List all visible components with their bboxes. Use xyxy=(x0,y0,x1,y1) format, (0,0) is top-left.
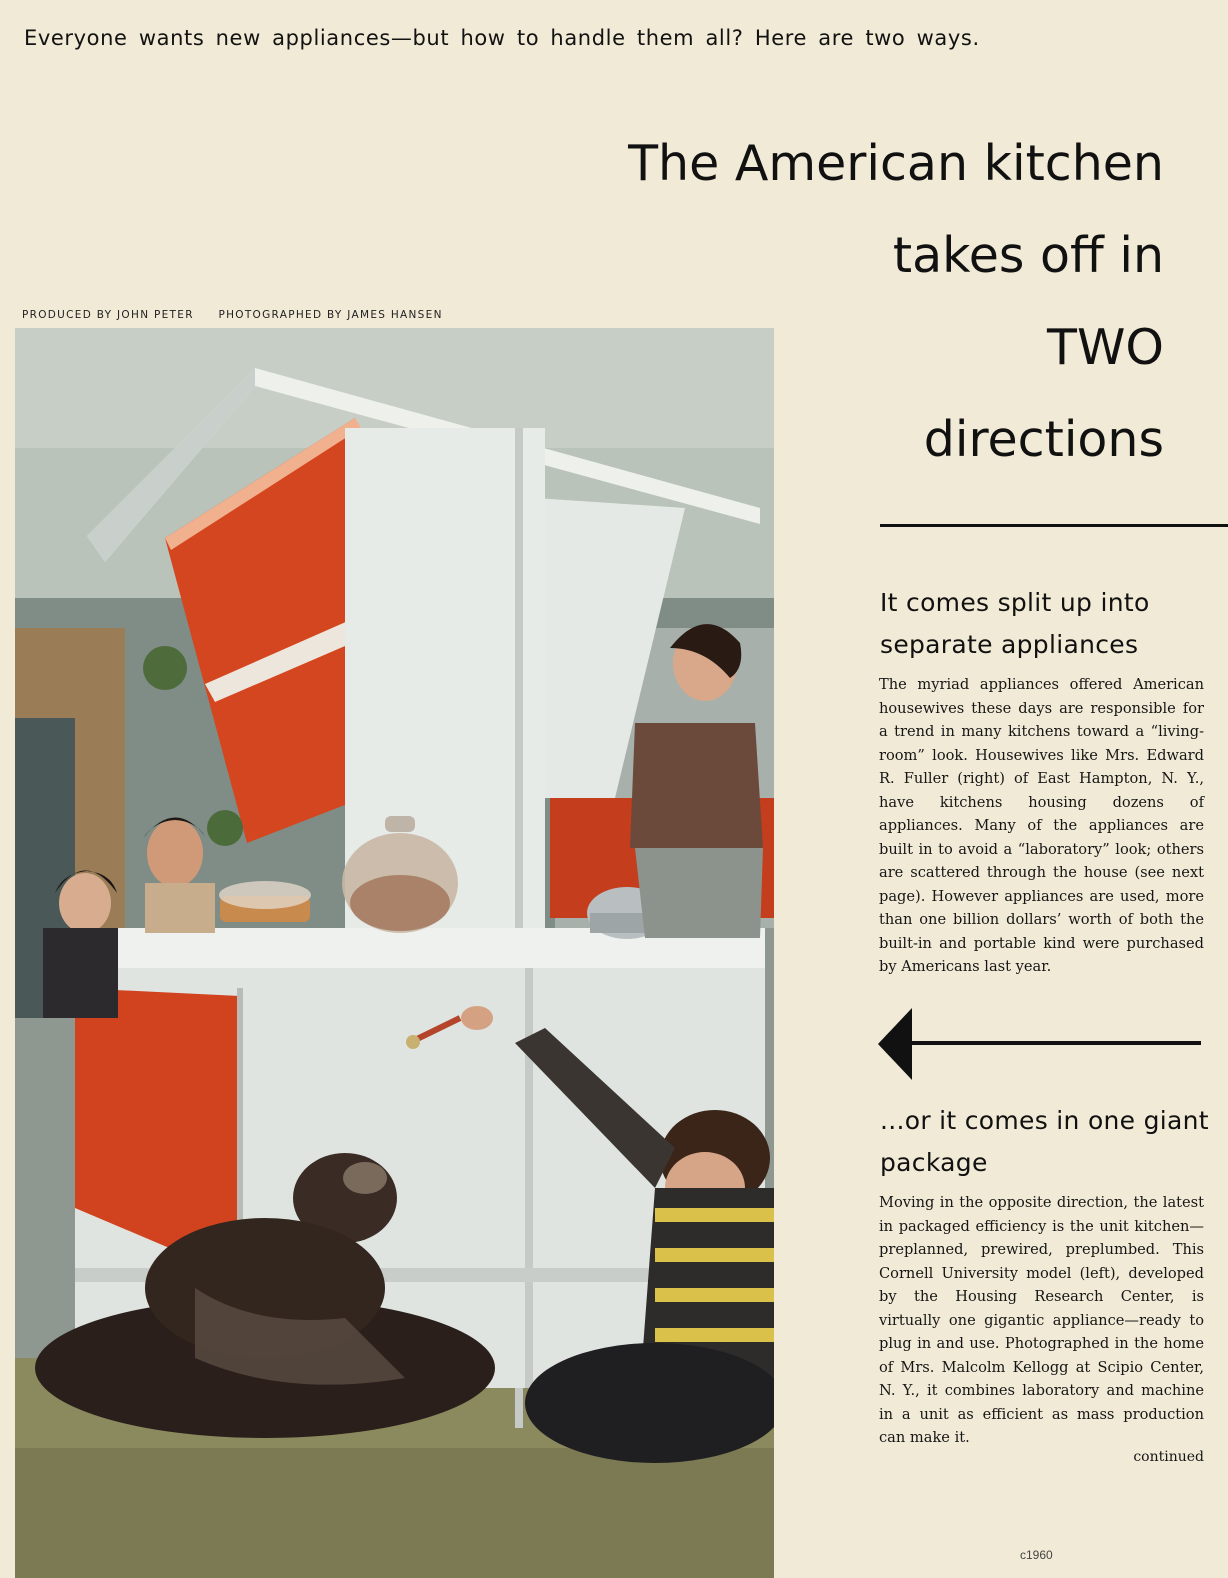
kicker-text: Everyone wants new appliances—but how to handle them all? Here are two ways. xyxy=(24,26,980,50)
section-1-heading: It comes split up into separate appliances xyxy=(880,588,1150,659)
section-1-body: The myriad appliances offered American housewives these days are responsible for a trend in many kitchens toward a “living-room” look. Housewives like Mrs. Edward R. Fuller (right) of East Hampton, N. Y., have kitchens housing dozens of appliances. Many of the appliances are built in to avoid a “laboratory” look; others are scattered through the house (see next page). However appliances are used, more than one billion dollars’ worth of both the built-in and portable kind were purchased by Americans last year. xyxy=(879,676,1204,975)
producer-credit: PRODUCED BY JOHN PETER xyxy=(22,309,194,321)
headline-line-2: takes off in xyxy=(892,227,1164,284)
continued-label: continued xyxy=(1133,1449,1204,1465)
section-2-body: Moving in the opposite direction, the latest in packaged efficiency is the unit kitchen—preplanned, prewired, preplumbed. This Cornell University model (left), developed by the Housing Research Center, is virtually one gigantic appliance—ready to plug in and use. Photographed in the home of Mrs. Malcolm Kellogg at Scipio Center, N. Y., it combines laboratory and machine in a unit as efficient as mass production can make it. xyxy=(879,1194,1204,1446)
copyright-mark: c1960 xyxy=(1020,1548,1053,1562)
headline-line-3: TWO xyxy=(1047,319,1164,376)
section-divider xyxy=(880,524,1228,527)
photographer-credit: PHOTOGRAPHED BY JAMES HANSEN xyxy=(218,309,443,321)
section-2-heading: ...or it comes in one giant package xyxy=(880,1106,1209,1177)
left-arrow-icon xyxy=(878,1008,1203,1085)
headline-line-1: The American kitchen xyxy=(628,135,1164,192)
headline-line-4: directions xyxy=(923,411,1164,468)
photo-credits xyxy=(22,309,443,321)
kitchen-photo-illustration xyxy=(15,328,774,1578)
kitchen-photo xyxy=(15,328,774,1578)
